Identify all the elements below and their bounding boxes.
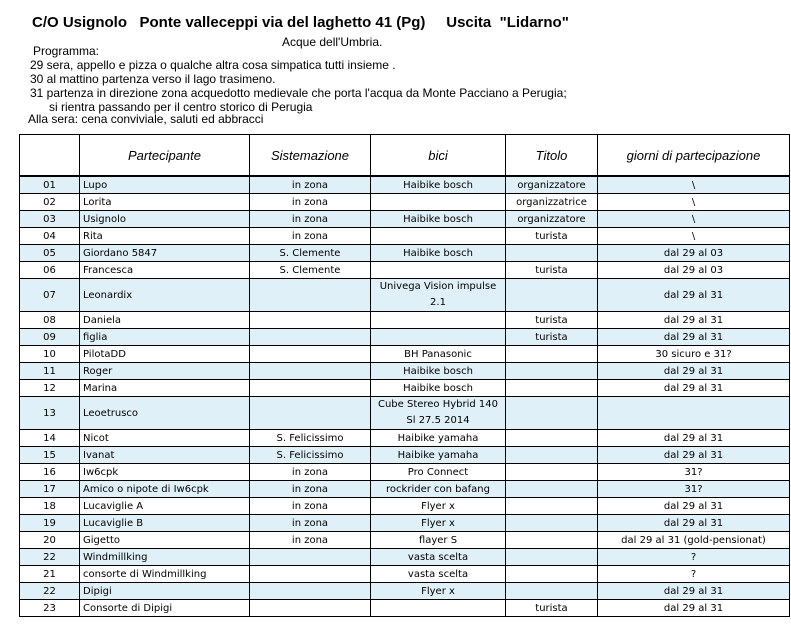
accommodation-cell: in zona <box>250 194 371 211</box>
participation-days-cell: 30 sicuro e 31? <box>598 346 790 363</box>
row-number-cell: 07 <box>20 279 80 312</box>
participant-name-cell: Consorte di Dipigi <box>80 600 250 617</box>
table-row <box>20 566 790 583</box>
role-cell: organizzatore <box>506 211 598 228</box>
row-number-cell: 08 <box>20 312 80 329</box>
row-number-cell: 22 <box>20 583 80 600</box>
table-row <box>20 549 790 566</box>
accommodation-cell <box>250 583 371 600</box>
bike-cell: Haibike bosch <box>371 245 506 262</box>
table-row <box>20 245 790 262</box>
role-cell <box>506 447 598 464</box>
participant-name-cell: Francesca <box>80 262 250 279</box>
accommodation-cell: in zona <box>250 211 371 228</box>
participant-name-cell: Leoetrusco <box>80 397 250 430</box>
role-cell: turista <box>506 312 598 329</box>
participant-name-cell: Leonardix <box>80 279 250 312</box>
programma-line: 30 al mattino partenza verso il lago trasimeno. <box>30 72 276 86</box>
row-number-cell: 23 <box>20 600 80 617</box>
participation-days-cell: \ <box>598 194 790 211</box>
header-titolo: Titolo <box>506 135 598 177</box>
accommodation-cell <box>250 279 371 312</box>
participant-name-cell: Lorita <box>80 194 250 211</box>
accommodation-cell: in zona <box>250 481 371 498</box>
accommodation-cell: in zona <box>250 498 371 515</box>
role-cell: organizzatrice <box>506 194 598 211</box>
row-number-cell: 11 <box>20 363 80 380</box>
table-row <box>20 262 790 279</box>
header-giorni: giorni di partecipazione <box>598 135 790 177</box>
participation-days-cell: dal 29 al 31 <box>598 363 790 380</box>
bike-cell <box>371 329 506 346</box>
accommodation-cell: in zona <box>250 515 371 532</box>
table-row <box>20 464 790 481</box>
participation-days-cell: dal 29 al 31 <box>598 329 790 346</box>
accommodation-cell <box>250 380 371 397</box>
participation-days-cell: \ <box>598 176 790 194</box>
participant-name-cell: figlia <box>80 329 250 346</box>
table-row <box>20 600 790 617</box>
header-bici: bici <box>371 135 506 177</box>
participant-name-cell: Daniela <box>80 312 250 329</box>
bike-cell: Haibike yamaha <box>371 447 506 464</box>
role-cell <box>506 464 598 481</box>
programma-line: 29 sera, appello e pizza o qualche altra cosa simpatica tutti insieme . <box>30 58 396 72</box>
bike-cell: Haibike bosch <box>371 380 506 397</box>
participation-days-cell: dal 29 al 03 <box>598 245 790 262</box>
role-cell <box>506 481 598 498</box>
bike-cell: Haibike bosch <box>371 363 506 380</box>
row-number-cell: 21 <box>20 566 80 583</box>
participation-days-cell <box>598 397 790 430</box>
participant-name-cell: Dipigi <box>80 583 250 600</box>
participant-name-cell: PilotaDD <box>80 346 250 363</box>
bike-cell <box>371 600 506 617</box>
participant-name-cell: Iw6cpk <box>80 464 250 481</box>
bike-cell <box>371 194 506 211</box>
table-row <box>20 532 790 549</box>
accommodation-cell <box>250 600 371 617</box>
programma-line: Alla sera: cena conviviale, saluti ed abbracci <box>28 112 264 126</box>
accommodation-cell: S. Clemente <box>250 245 371 262</box>
participation-days-cell: 31? <box>598 481 790 498</box>
programma-line: 31 partenza in direzione zona acquedotto medievale che porta l'acqua da Monte Pacciano a Perugia; <box>30 86 567 100</box>
bike-cell: Flyer x <box>371 583 506 600</box>
participation-days-cell: ? <box>598 549 790 566</box>
bike-cell: Haibike bosch <box>371 176 506 194</box>
role-cell <box>506 532 598 549</box>
bike-cell: BH Panasonic <box>371 346 506 363</box>
bike-cell: rockrider con bafang <box>371 481 506 498</box>
role-cell <box>506 363 598 380</box>
bike-cell: Pro Connect <box>371 464 506 481</box>
participation-days-cell: dal 29 al 31 <box>598 600 790 617</box>
participation-days-cell: dal 29 al 31 (gold-pensionat) <box>598 532 790 549</box>
role-cell <box>506 279 598 312</box>
participant-name-cell: Amico o nipote di Iw6cpk <box>80 481 250 498</box>
header-sistemazione: Sistemazione <box>250 135 371 177</box>
participant-name-cell: Roger <box>80 363 250 380</box>
participant-name-cell: Giordano 5847 <box>80 245 250 262</box>
accommodation-cell: in zona <box>250 176 371 194</box>
participants-table <box>19 134 790 617</box>
bike-cell: vasta scelta <box>371 566 506 583</box>
table-row <box>20 176 790 194</box>
bike-cell: flayer S <box>371 532 506 549</box>
role-cell <box>506 549 598 566</box>
accommodation-cell: S. Clemente <box>250 262 371 279</box>
row-number-cell: 12 <box>20 380 80 397</box>
role-cell <box>506 566 598 583</box>
bike-cell: Haibike yamaha <box>371 430 506 447</box>
participant-name-cell: consorte di Windmillking <box>80 566 250 583</box>
role-cell: turista <box>506 262 598 279</box>
role-cell <box>506 430 598 447</box>
participants-table-container <box>19 134 790 617</box>
row-number-cell: 19 <box>20 515 80 532</box>
accommodation-cell <box>250 312 371 329</box>
table-row <box>20 363 790 380</box>
header-partecipante: Partecipante <box>80 135 250 177</box>
row-number-cell: 01 <box>20 176 80 194</box>
participant-name-cell: Rita <box>80 228 250 245</box>
table-row <box>20 346 790 363</box>
participation-days-cell: dal 29 al 31 <box>598 515 790 532</box>
row-number-cell: 05 <box>20 245 80 262</box>
row-number-cell: 09 <box>20 329 80 346</box>
row-number-cell: 06 <box>20 262 80 279</box>
participant-name-cell: Ivanat <box>80 447 250 464</box>
role-cell: turista <box>506 228 598 245</box>
participation-days-cell: dal 29 al 31 <box>598 312 790 329</box>
row-number-cell: 14 <box>20 430 80 447</box>
role-cell <box>506 380 598 397</box>
bike-cell: Cube Stereo Hybrid 140 Sl 27.5 2014 <box>371 397 506 430</box>
table-row <box>20 228 790 245</box>
table-row <box>20 312 790 329</box>
table-row <box>20 397 790 430</box>
accommodation-cell: in zona <box>250 464 371 481</box>
row-number-cell: 02 <box>20 194 80 211</box>
sheet-subtitle: Acque dell'Umbria. <box>282 35 383 49</box>
role-cell <box>506 498 598 515</box>
table-row <box>20 211 790 228</box>
participation-days-cell: dal 29 al 31 <box>598 498 790 515</box>
table-row <box>20 481 790 498</box>
bike-cell: Flyer x <box>371 515 506 532</box>
participant-name-cell: Windmillking <box>80 549 250 566</box>
accommodation-cell <box>250 397 371 430</box>
bike-cell <box>371 312 506 329</box>
table-header-row <box>20 135 790 177</box>
accommodation-cell <box>250 566 371 583</box>
participation-days-cell: \ <box>598 228 790 245</box>
role-cell: turista <box>506 329 598 346</box>
accommodation-cell: S. Felicissimo <box>250 430 371 447</box>
header-number <box>20 135 80 177</box>
bike-cell: vasta scelta <box>371 549 506 566</box>
participant-name-cell: Usignolo <box>80 211 250 228</box>
accommodation-cell <box>250 346 371 363</box>
table-row <box>20 447 790 464</box>
participation-days-cell: dal 29 al 31 <box>598 583 790 600</box>
table-row <box>20 380 790 397</box>
participation-days-cell: ? <box>598 566 790 583</box>
role-cell <box>506 245 598 262</box>
bike-cell: Haibike bosch <box>371 211 506 228</box>
accommodation-cell: in zona <box>250 228 371 245</box>
row-number-cell: 10 <box>20 346 80 363</box>
bike-cell <box>371 262 506 279</box>
participation-days-cell: dal 29 al 03 <box>598 262 790 279</box>
accommodation-cell <box>250 549 371 566</box>
role-cell: organizzatore <box>506 176 598 194</box>
participant-name-cell: Lucaviglie A <box>80 498 250 515</box>
bike-cell <box>371 228 506 245</box>
role-cell <box>506 583 598 600</box>
bike-cell: Flyer x <box>371 498 506 515</box>
row-number-cell: 17 <box>20 481 80 498</box>
participation-days-cell: dal 29 al 31 <box>598 430 790 447</box>
participation-days-cell: \ <box>598 211 790 228</box>
table-row <box>20 279 790 312</box>
role-cell <box>506 346 598 363</box>
programma-line: si rientra passando per il centro storico di Perugia <box>49 100 313 114</box>
programma-heading: Programma: <box>33 44 100 58</box>
row-number-cell: 18 <box>20 498 80 515</box>
row-number-cell: 20 <box>20 532 80 549</box>
row-number-cell: 03 <box>20 211 80 228</box>
participant-name-cell: Nicot <box>80 430 250 447</box>
role-cell <box>506 515 598 532</box>
row-number-cell: 16 <box>20 464 80 481</box>
table-row <box>20 194 790 211</box>
table-row <box>20 430 790 447</box>
participation-days-cell: dal 29 al 31 <box>598 279 790 312</box>
row-number-cell: 22 <box>20 549 80 566</box>
row-number-cell: 04 <box>20 228 80 245</box>
participant-name-cell: Lucaviglie B <box>80 515 250 532</box>
row-number-cell: 15 <box>20 447 80 464</box>
participant-name-cell: Lupo <box>80 176 250 194</box>
sheet-title: C/O Usignolo Ponte valleceppi via del laghetto 41 (Pg) Uscita "Lidarno" <box>32 14 569 31</box>
participant-name-cell: Gigetto <box>80 532 250 549</box>
row-number-cell: 13 <box>20 397 80 430</box>
table-row <box>20 515 790 532</box>
accommodation-cell: S. Felicissimo <box>250 447 371 464</box>
accommodation-cell: in zona <box>250 532 371 549</box>
participation-days-cell: dal 29 al 31 <box>598 447 790 464</box>
bike-cell: Univega Vision impulse 2.1 <box>371 279 506 312</box>
participation-days-cell: dal 29 al 31 <box>598 380 790 397</box>
table-row <box>20 583 790 600</box>
table-row <box>20 498 790 515</box>
table-row <box>20 329 790 346</box>
role-cell: turista <box>506 600 598 617</box>
participation-days-cell: 31? <box>598 464 790 481</box>
role-cell <box>506 397 598 430</box>
accommodation-cell <box>250 329 371 346</box>
accommodation-cell <box>250 363 371 380</box>
participant-name-cell: Marina <box>80 380 250 397</box>
